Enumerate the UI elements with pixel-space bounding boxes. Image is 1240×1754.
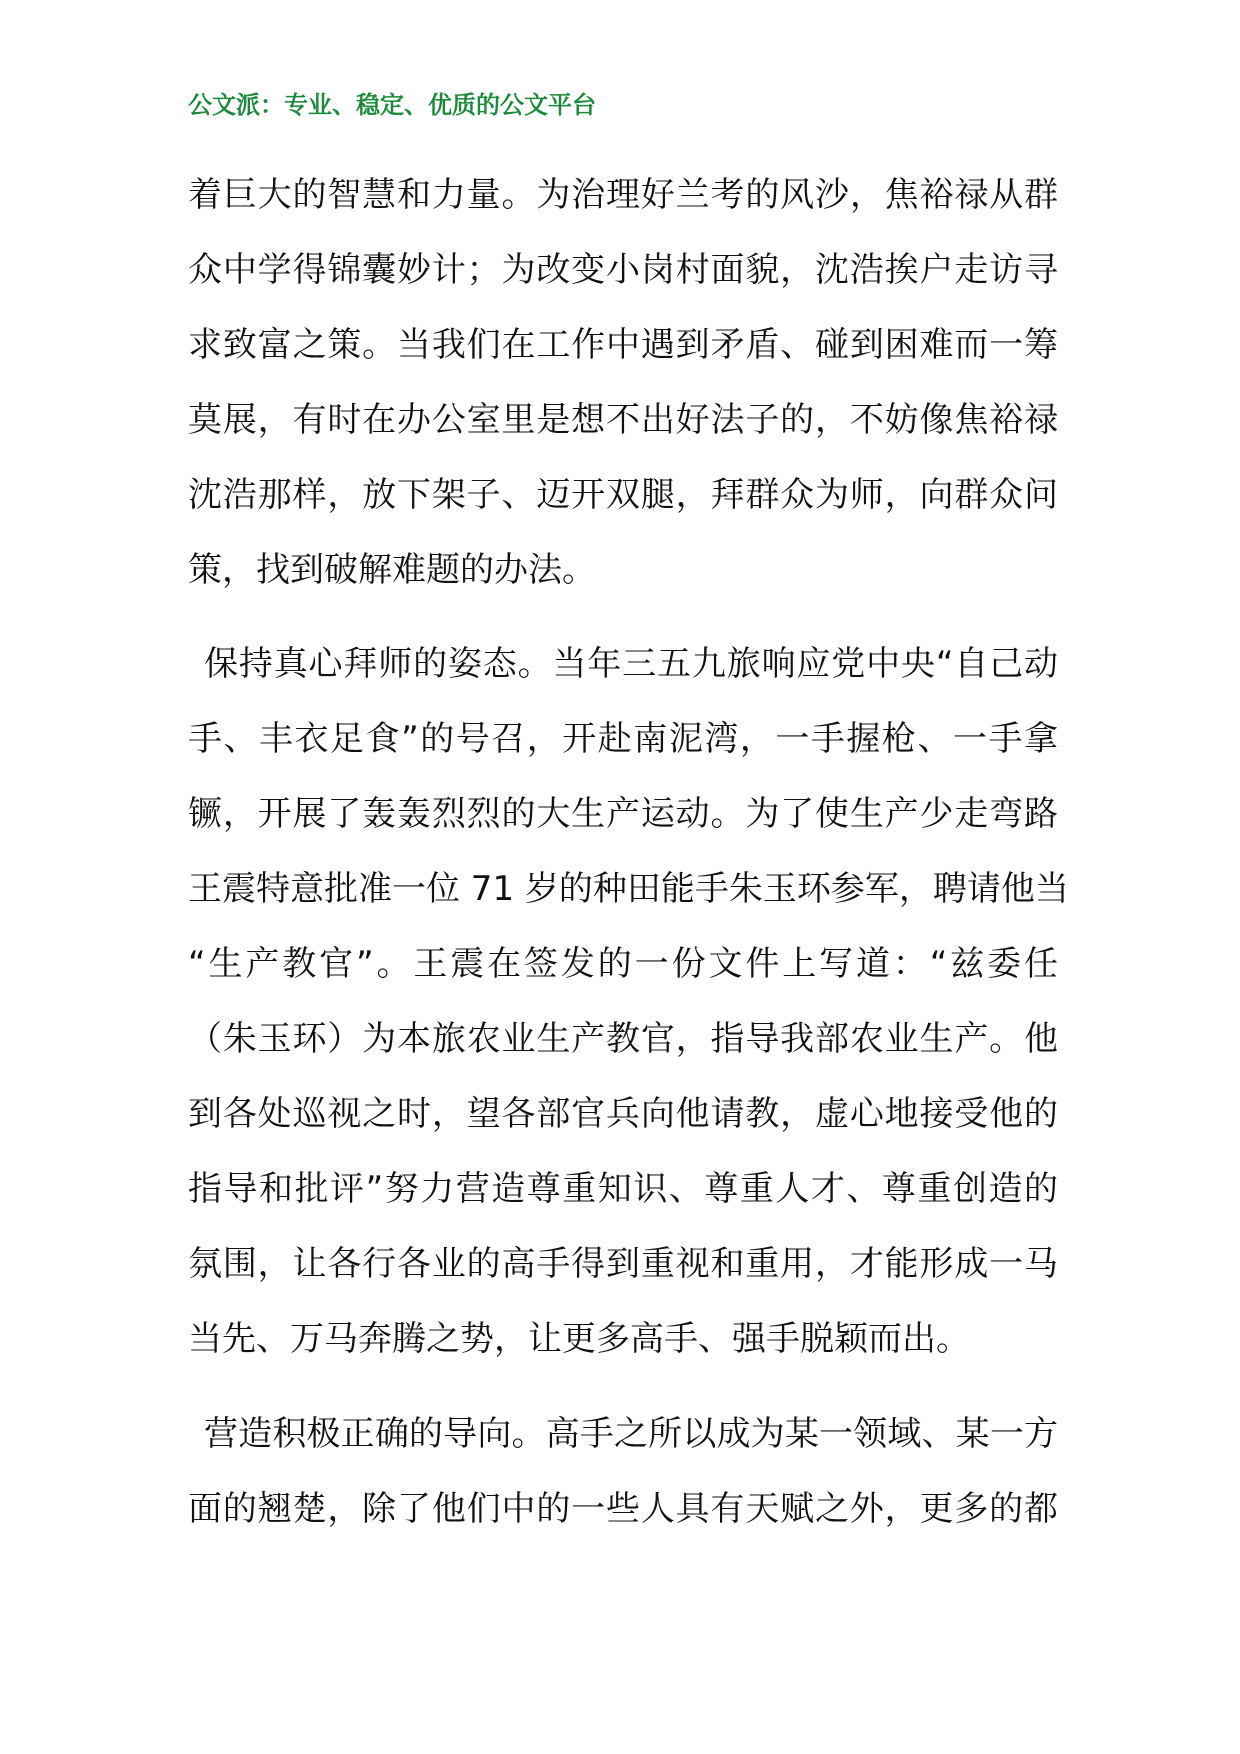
paragraph-2	[188, 627, 1069, 1377]
paragraph-line: 指导和批评”努力营造尊重知识、尊重人才、尊重创造的	[188, 1169, 1058, 1209]
paragraph-line: 众中学得锦囊妙计；为改变小岗村面貌，沈浩挨户走访寻	[188, 250, 1058, 290]
paragraph-line: 面的翘楚，除了他们中的一些人具有天赋之外，更多的都	[188, 1489, 1058, 1529]
paragraph-line: 求致富之策。当我们在工作中遇到矛盾、碰到困难而一筹	[188, 325, 1058, 365]
paragraph-line: 营造积极正确的导向。高手之所以成为某一领域、某一方	[204, 1414, 1058, 1454]
paragraph-line: 着巨大的智慧和力量。为治理好兰考的风沙，焦裕禄从群	[188, 175, 1058, 215]
paragraph-1	[188, 158, 1058, 608]
paragraph-line: 策，找到破解难题的办法。	[188, 550, 596, 590]
paragraph-line: 手、丰衣足食”的号召，开赴南泥湾，一手握枪、一手拿	[188, 719, 1058, 759]
paragraph-line: 保持真心拜师的姿态。当年三五九旅响应党中央“自己动	[204, 644, 1058, 684]
paragraph-line: 莫展，有时在办公室里是想不出好法子的，不妨像焦裕禄	[188, 400, 1058, 440]
paragraph-3	[188, 1397, 1058, 1547]
paragraph-line: 镢，开展了轰轰烈烈的大生产运动。为了使生产少走弯路	[188, 794, 1058, 834]
paragraph-line: 王震特意批准一位 71 岁的种田能手朱玉环参军，聘请他当	[188, 869, 1069, 909]
paragraph-line: 到各处巡视之时，望各部官兵向他请教，虚心地接受他的	[188, 1094, 1058, 1134]
paragraph-line: “生产教官”。王震在签发的一份文件上写道：“兹委任	[188, 944, 1058, 984]
header-banner: 公文派：专业、稳定、优质的公文平台	[188, 91, 596, 119]
paragraph-line: 氛围，让各行各业的高手得到重视和重用，才能形成一马	[188, 1244, 1058, 1284]
paragraph-line: （朱玉环）为本旅农业生产教官，指导我部农业生产。他	[188, 1019, 1058, 1059]
paragraph-line: 沈浩那样，放下架子、迈开双腿，拜群众为师，向群众问	[188, 475, 1058, 515]
paragraph-line: 当先、万马奔腾之势，让更多高手、强手脱颖而出。	[188, 1319, 970, 1359]
